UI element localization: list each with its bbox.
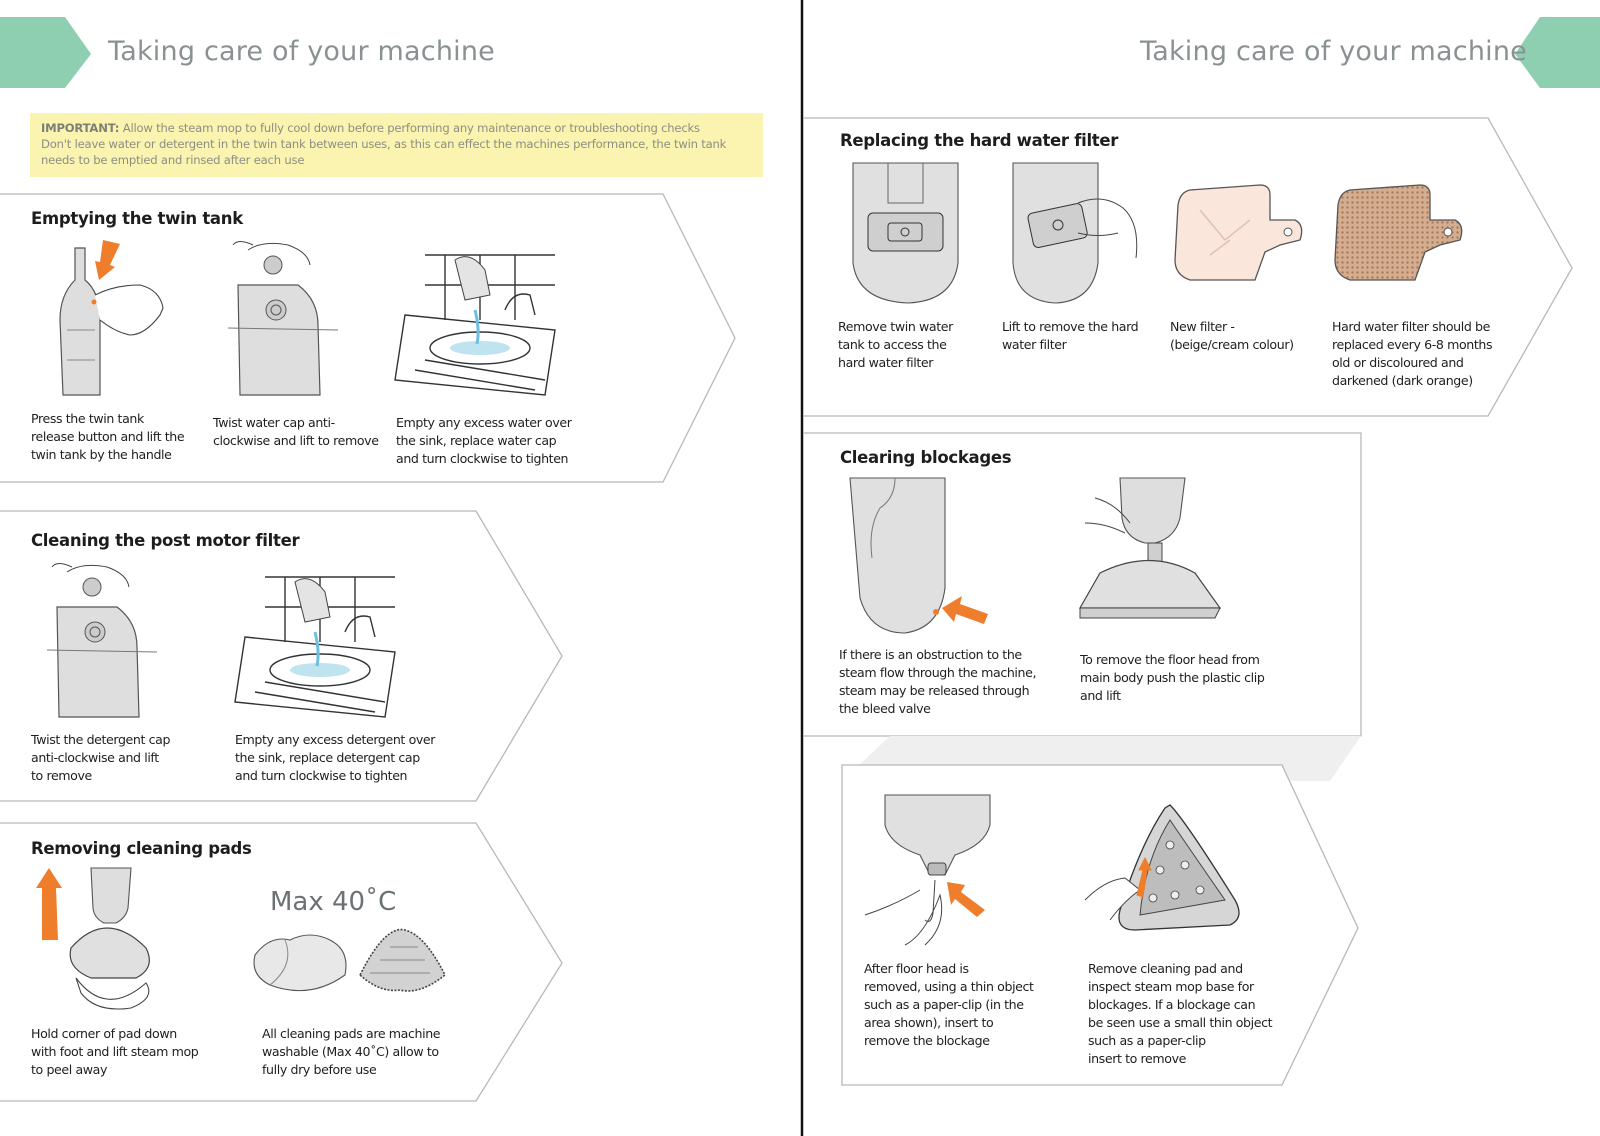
section-title-pads: Removing cleaning pads: [31, 839, 252, 858]
section-title-blockages: Clearing blockages: [840, 448, 1012, 467]
old-filter-icon: [1330, 180, 1465, 285]
water-cap-twist-icon: [228, 240, 338, 395]
caption-blockages-1: If there is an obstruction to the steam flow through the machine, steam may be released through the bleed valve: [839, 647, 1037, 716]
left-header-tab: [0, 17, 91, 88]
important-line-1: Allow the steam mop to fully cool down before performing any maintenance or troubleshooting checks: [122, 121, 700, 135]
caption-pads-2: All cleaning pads are machine washable (Max 40˚C) allow to fully dry before use: [262, 1026, 441, 1077]
caption-twin-tank-3: Empty any excess water over the sink, replace water cap and turn clockwise to tighten: [396, 415, 572, 466]
right-header-tab: [1515, 17, 1600, 88]
caption-blockages-2: To remove the floor head from main body push the plastic clip and lift: [1080, 652, 1265, 703]
caption-twin-tank-1: Press the twin tank release button and lift the twin tank by the handle: [31, 411, 185, 462]
important-line-2: Don't leave water or detergent in the twin tank between uses, as this can effect the machines performance, the twin tank needs to be emptied and rinsed after each use: [41, 137, 727, 167]
sink-empty-detergent-icon: [235, 562, 395, 717]
section-title-hard-water: Replacing the hard water filter: [840, 131, 1119, 150]
section-title-post-motor: Cleaning the post motor filter: [31, 531, 300, 550]
paper-clip-body-icon: [865, 795, 1000, 955]
caption-hard-water-3: New filter - (beige/cream colour): [1170, 319, 1294, 352]
floor-head-remove-icon: [1080, 478, 1225, 633]
right-page-title: Taking care of your machine: [1140, 36, 1527, 67]
caption-twin-tank-2: Twist water cap anti- clockwise and lift to remove: [213, 415, 379, 448]
detergent-cap-twist-icon: [47, 562, 157, 717]
cleaning-pads-icon: [250, 925, 450, 1010]
filter-access-icon: [848, 163, 963, 303]
left-page-title: Taking care of your machine: [108, 36, 495, 67]
sink-empty-water-icon: [395, 240, 555, 395]
caption-detail-1: After floor head is removed, using a thin object such as a paper-clip (in the area shown), insert to remove the blockage: [864, 961, 1034, 1048]
pad-peel-icon: [36, 868, 186, 1013]
max-temp-label: Max 40˚C: [270, 887, 397, 917]
orange-arrow-diagonal: [947, 882, 985, 917]
caption-hard-water-4: Hard water filter should be replaced every 6-8 months old or discoloured and darkened (dark orange): [1332, 319, 1493, 388]
bleed-valve-icon: [850, 478, 990, 636]
paper-clip-base-icon: [1085, 800, 1250, 940]
filter-lift-icon: [1008, 163, 1143, 303]
caption-hard-water-2: Lift to remove the hard water filter: [1002, 319, 1139, 352]
section-title-twin-tank: Emptying the twin tank: [31, 209, 243, 228]
caption-post-motor-2: Empty any excess detergent over the sink, replace detergent cap and turn clockwise to tighten: [235, 732, 436, 783]
caption-detail-2: Remove cleaning pad and inspect steam mop base for blockages. If a blockage can be seen use a small thin object such as a paper-clip insert to remove: [1088, 961, 1273, 1066]
important-label: IMPORTANT:: [41, 121, 120, 135]
important-notice: [30, 113, 763, 177]
caption-post-motor-1: Twist the detergent cap anti-clockwise and lift to remove: [31, 732, 171, 783]
new-filter-icon: [1170, 180, 1305, 285]
orange-arrow-up: [36, 868, 62, 940]
orange-arrow-down: [95, 240, 120, 280]
twin-tank-release-icon: [55, 240, 170, 398]
orange-arrow-left: [942, 596, 988, 624]
caption-hard-water-1: Remove twin water tank to access the hard water filter: [838, 319, 953, 370]
caption-pads-1: Hold corner of pad down with foot and lift steam mop to peel away: [31, 1026, 199, 1077]
